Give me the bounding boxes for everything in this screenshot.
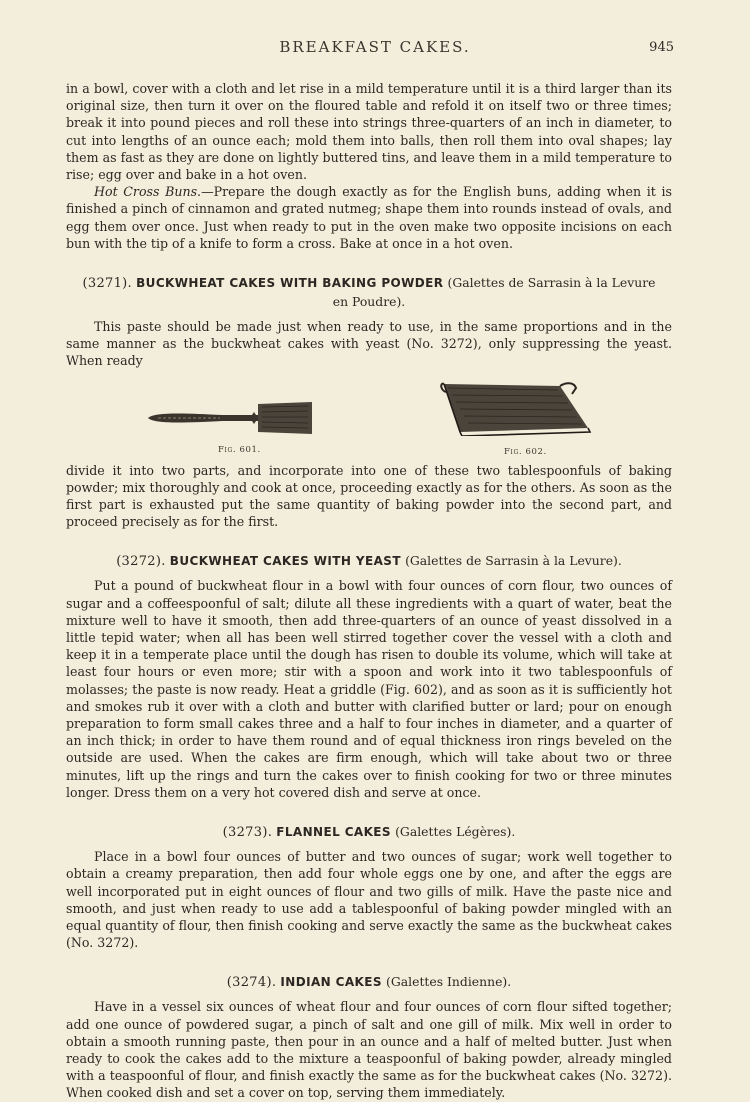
page-body bbox=[66, 80, 672, 1102]
recipe-number: (3271). bbox=[82, 276, 132, 292]
recipe-3272-paragraph-1: Put a pound of buckwheat flour in a bowl with four ounces of corn flour, two ounces of sugar and a coffeespoonful of salt; dilute all these ingredients with a quart of water, beat the mixture well to have it smooth, then add three-quarters of an ounce of yeast dissolved in a little tepid water; when all has been well stirred together cover the vessel with a cloth and keep it in a temperate place until the dough has risen to double its volume, which will take at least four hours or even more; stir with a spoon and work into it two tablespoonfuls of molasses; the paste is now ready. Heat a griddle (Fig. 602), and as soon as it is sufficiently hot and smokes rub it over with a cloth and butter with clarified butter or lard; pour on enough preparation to form small cakes three and a half to four inches in diameter, and a quarter of an inch thick; in order to have them round and of equal thickness iron rings beveled on the outside are used. When the cakes are firm enough, which will take about two or three minutes, lift up the rings and turn the cakes over to finish cooking for two or three minutes longer. Dress them on a very hot covered dish and serve at once. bbox=[66, 578, 672, 800]
recipe-title: BUCKWHEAT CAKES WITH YEAST bbox=[169, 554, 401, 569]
recipe-3274-paragraph-1: Have in a vessel six ounces of wheat flour and four ounces of corn flour sifted together; add one ounce of powdered sugar, a pinch of salt and one gill of milk. Mix well in order to obtain a smooth running paste, then pour in an ounce and a half of melted butter. Just when ready to cook the cakes add to the mixture a teaspoonful of baking powder, already mingled with a teaspoonful of flour, and finish exactly the same as for the buckwheat cakes (No. 3272). When cooked dish and set a cover on top, serving them immediately. bbox=[66, 999, 672, 1101]
recipe-heading-3272 bbox=[78, 552, 660, 571]
recipe-number: (3274). bbox=[226, 975, 277, 991]
recipe-heading-3273 bbox=[78, 823, 660, 842]
recipe-heading-3271 bbox=[78, 274, 660, 312]
recipe-3273-paragraph-1: Place in a bowl four ounces of butter and two ounces of sugar; work well together to obtain a creamy preparation, then add four whole eggs one by one, and after the eggs are well incorporated put in eight ounces of flour and two gills of milk. Have the paste nice and smooth, and just when ready to use add a tablespoonful of baking powder mingled with an equal quantity of flour, then finish cooking and serve exactly the same as the buckwheat cakes (No. 3272). bbox=[66, 849, 672, 951]
recipe-number: (3273). bbox=[222, 825, 273, 841]
running-title: BREAKFAST CAKES. bbox=[279, 38, 471, 56]
recipe-number: (3272). bbox=[116, 554, 166, 570]
recipe-title: FLANNEL CAKES bbox=[276, 825, 391, 840]
figures-row bbox=[66, 380, 672, 458]
recipe-french-title: (Galettes Indienne). bbox=[386, 974, 512, 990]
figure-601-caption: Fig. 601. bbox=[218, 444, 261, 455]
running-head bbox=[0, 38, 750, 60]
griddle-spatula-illustration bbox=[144, 400, 314, 436]
recipe-title: BUCKWHEAT CAKES WITH BAKING POWDER bbox=[136, 276, 444, 291]
recipe-3271-paragraph-1: This paste should be made just when ready to use, in the same proportions and in the same manner as the buckwheat cakes with yeast (No. 3272), only suppressing the yeast. When ready bbox=[66, 319, 672, 369]
figure-602-caption: Fig. 602. bbox=[504, 446, 547, 457]
recipe-french-title: (Galettes Légères). bbox=[395, 824, 516, 840]
recipe-french-title: (Galettes de Sarrasin à la Levure en Poudre). bbox=[332, 275, 656, 310]
hot-cross-buns-label: Hot Cross Buns. bbox=[94, 184, 202, 200]
recipe-title: INDIAN CAKES bbox=[280, 975, 382, 990]
hot-cross-buns-paragraph bbox=[66, 183, 672, 252]
recipe-3271-paragraph-2: divide it into two parts, and incorporate into one of these two tablespoonfuls of baking powder; mix thoroughly and cook at once, proceeding exactly as for the others. As soon as the first part is exhausted put the same quantity of baking powder into the second part, and proceed precisely as for the first. bbox=[66, 462, 672, 530]
hot-cross-buns-text: —Prepare the dough exactly as for the English buns, adding when it is finished a pinch of cinnamon and grated nutmeg; shape them into rounds instead of ovals, and egg them over once. Just when ready to put in the oven make two opposite incisions on each bun with the tip of a knife to form a cross. Bake at once in a hot oven. bbox=[66, 184, 672, 251]
recipe-heading-3274 bbox=[78, 973, 660, 992]
recipe-french-title: (Galettes de Sarrasin à la Levure). bbox=[405, 553, 622, 569]
griddle-illustration bbox=[440, 380, 592, 436]
intro-paragraph: in a bowl, cover with a cloth and let rise in a mild temperature until it is a third larger than its original size, then turn it over on the floured table and refold it on itself two or three times; break it into pound pieces and roll these into strings three-quarters of an inch in diameter, to cut into lengths of an ounce each; mold them into balls, then roll them into oval shapes; lay them as fast as they are done on lightly buttered tins, and leave them in a mild temperature to rise; egg over and bake in a hot oven. bbox=[66, 81, 672, 183]
page-number: 945 bbox=[649, 40, 674, 55]
